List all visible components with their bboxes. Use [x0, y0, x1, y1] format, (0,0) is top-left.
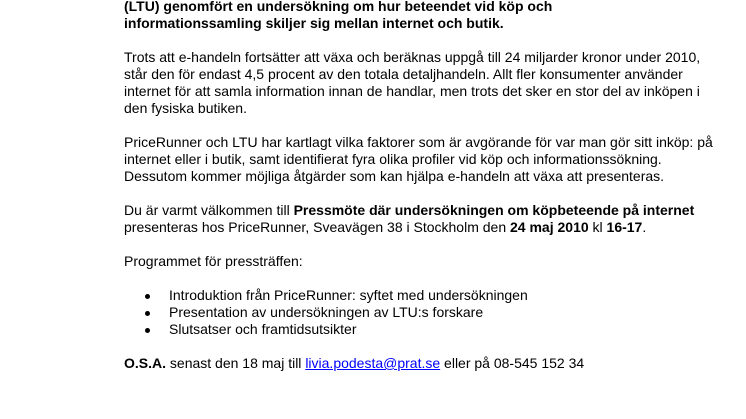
bullet-icon — [145, 328, 150, 333]
rsvp-deadline: senast den 18 maj till — [166, 355, 306, 371]
email-link[interactable]: livia.podesta@prat.se — [305, 355, 441, 371]
invitation-paragraph — [124, 202, 724, 236]
event-date: 24 maj 2010 — [510, 219, 589, 235]
list-item-text: Presentation av undersökningen av LTU:s forskare — [169, 304, 484, 320]
list-item — [145, 287, 724, 304]
ecommerce-paragraph: Trots att e-handeln fortsätter att växa och beräknas uppgå till 24 miljarder kronor under 2010, står den för endast 4,5 procent av den totala detaljhandeln. Allt fler konsumenter använder internet för att samla information innan de handlar, men trots det sker en stor del av inköpen i den fysiska butiken. — [124, 49, 701, 116]
survey-paragraph: PriceRunner och LTU har kartlagt vilka faktorer som är avgörande för var man gör sitt inköp: på internet eller i butik, samt identifierat fyra olika profiler vid köp och informationssökning. Dessutom kommer möjliga åtgärder som kan hjälpa e-handeln att växa att presenteras. — [124, 134, 713, 184]
document-page — [124, 0, 724, 389]
invitation-suffix: . — [642, 219, 647, 235]
list-item — [145, 304, 724, 321]
program-heading: Programmet för pressträffen: — [124, 253, 303, 269]
event-time: 16-17 — [606, 219, 643, 235]
list-item — [145, 321, 724, 338]
invitation-location: presenteras hos PriceRunner, Sveavägen 38 i Stockholm den — [124, 219, 511, 235]
event-title: Pressmöte där undersökningen om köpbeteende på internet — [293, 202, 695, 218]
program-list — [124, 287, 724, 338]
rsvp-paragraph — [124, 355, 724, 372]
intro-line-2: informationssamling skiljer sig mellan internet och butik. — [124, 15, 504, 31]
rsvp-label: O.S.A. — [124, 355, 167, 371]
intro-line-1: (LTU) genomfört en undersökning om hur beteendet vid köp och — [124, 0, 553, 14]
invitation-prefix: Du är varmt välkommen till — [124, 202, 294, 218]
bullet-icon — [145, 311, 150, 316]
bullet-icon — [145, 294, 150, 299]
rsvp-phone: eller på 08-545 152 34 — [440, 355, 585, 371]
list-item-text: Slutsatser och framtidsutsikter — [169, 321, 357, 337]
list-item-text: Introduktion från PriceRunner: syftet med undersökningen — [169, 287, 528, 303]
time-prefix: kl — [588, 219, 607, 235]
intro-paragraph — [124, 0, 724, 32]
